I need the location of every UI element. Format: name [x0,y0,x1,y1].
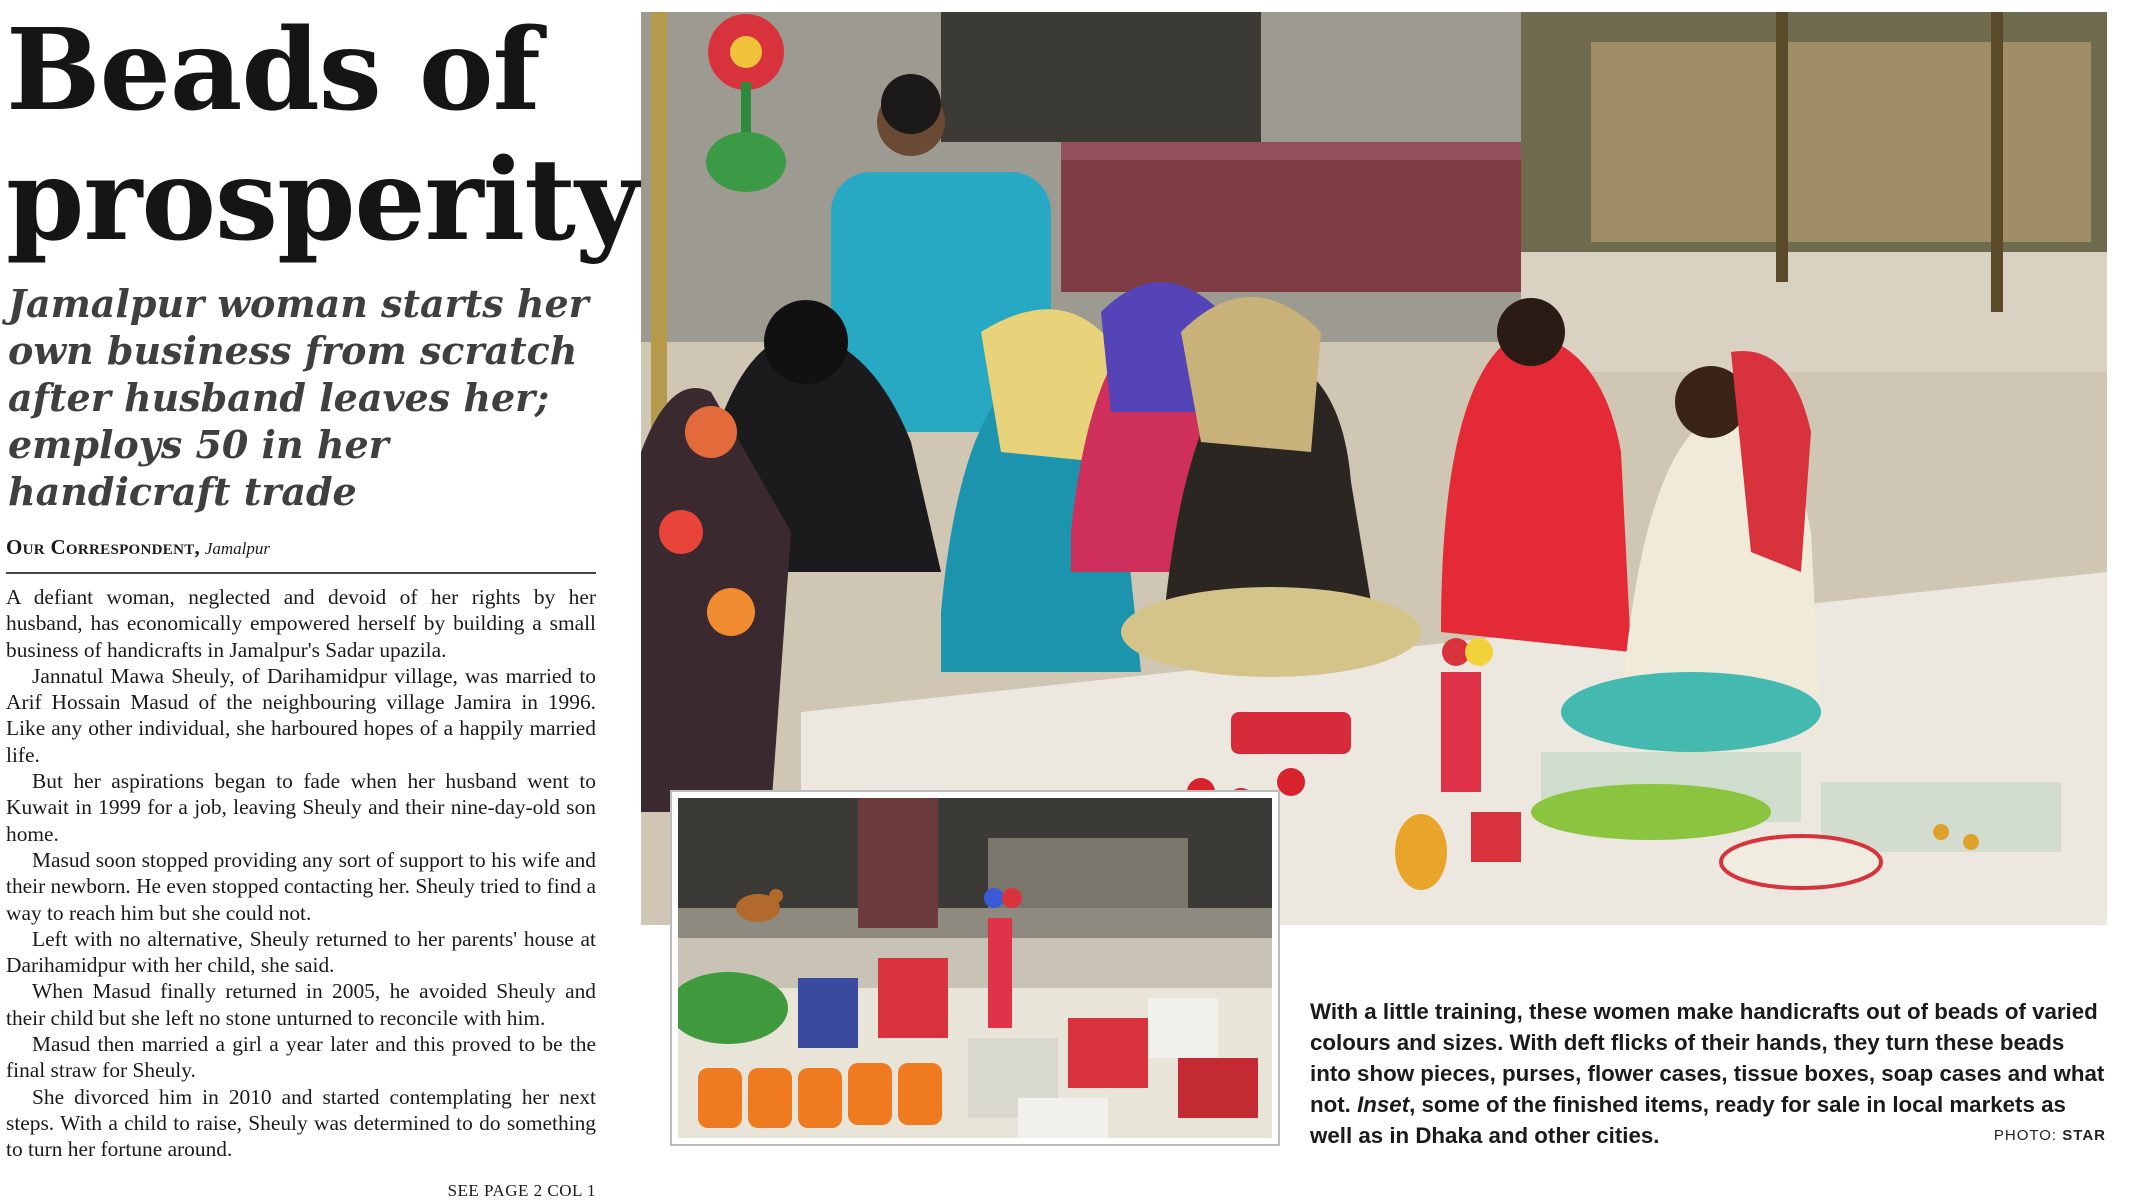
caption-inset-word: Inset [1357,1092,1410,1117]
paragraph: Jannatul Mawa Sheuly, of Darihamidpur village, was married to Arif Hossain Masud of the neighbouring village Jamira in 1996. Like any other individual, she harboured hopes of a happily married life. [6,663,596,767]
byline-location: Jamalpur [204,539,271,558]
paragraph: Left with no alternative, Sheuly returned to her parents' house at Darihamidpur with her child, she said. [6,926,596,978]
inset-photo [670,790,1280,1146]
photo-credit-source: STAR [2062,1127,2106,1144]
main-photo-illustration [641,12,2107,925]
paragraph: Masud then married a girl a year later and this proved to be the final straw for Sheuly. [6,1032,596,1083]
caption-main: With a little training, these women make handicrafts out of beads of varied colours and sizes. With deft flicks of their hands, they turn these beads into show pieces, purses, flower cases, tissue boxes, soap cases and what not. [1310,999,2105,1117]
paragraph: But her aspirations began to fade when her husband went to Kuwait in 1999 for a job, leaving Sheuly and their nine-day-old son home. [6,769,596,846]
continuation-note: SEE PAGE 2 COL 1 [447,1180,596,1200]
inset-photo-illustration [678,798,1272,1138]
paragraph: Masud soon stopped providing any sort of support to his wife and their newborn. He even stopped contacting her. Sheuly tried to find a way to reach him but she could not. [6,847,596,925]
article-body [6,584,596,1163]
paragraph: A defiant woman, neglected and devoid of her rights by her husband, has economically empowered herself by building a small business of handicrafts in Jamalpur's Sadar upazila. [6,585,596,662]
byline-author: Our Correspondent, [6,535,201,559]
paragraph: When Masud finally returned in 2005, he avoided Sheuly and their child but she left no stone unturned to reconcile with him. [6,979,596,1030]
main-photo [641,12,2107,925]
byline-rule [6,572,596,574]
headline-line-2: prosperity [6,135,640,266]
paragraph: She divorced him in 2010 and started contemplating her next steps. With a child to raise, Sheuly was determined to do something to turn her fortune around. [6,1084,596,1162]
article-column [6,5,640,1201]
headline-line-1: Beads of [6,5,540,136]
headline [6,5,640,266]
photo-credit-label: PHOTO: [1993,1127,2058,1144]
byline [6,535,596,560]
photo-caption [1310,996,2110,1151]
subheadline: Jamalpur woman starts her own business from scratch after husband leaves her; employs 50 in her handicraft trade [8,281,589,514]
caption-inset-text: , some of the finished items, ready for sale in local markets as well as in Dhaka and other cities. [1310,1092,2066,1148]
photo-credit [1994,1127,2106,1144]
